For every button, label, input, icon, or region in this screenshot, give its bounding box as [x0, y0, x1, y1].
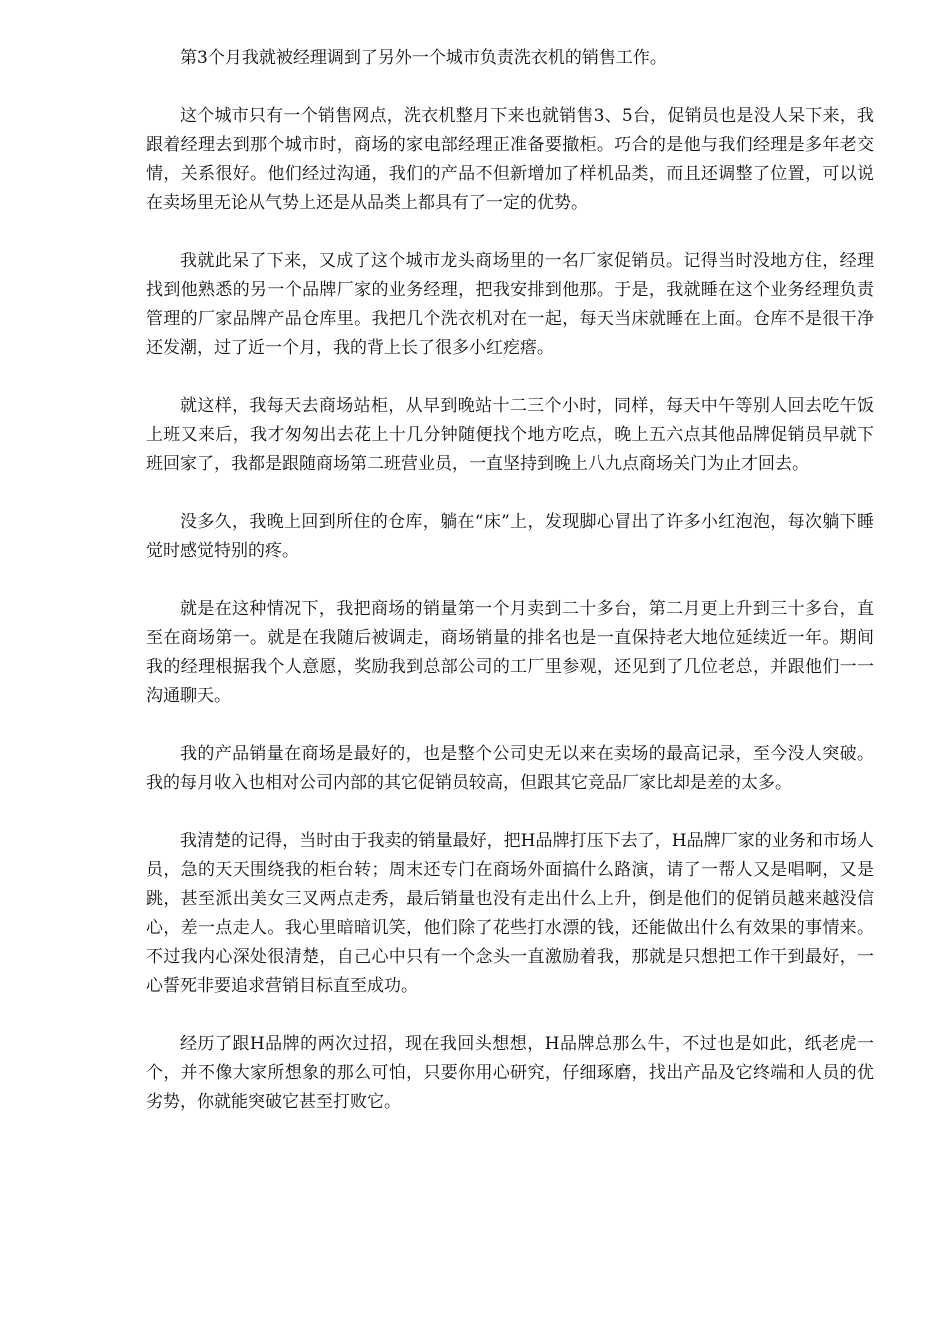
paragraph-9: 经历了跟H品牌的两次过招，现在我回头想想，H品牌总那么牛，不过也是如此，纸老虎一个，并不像大家所想象的那么可怕，只要你用心研究，仔细琢磨，找出产品及它终端和人员的优劣势，你就能突破它甚至打败它。: [146, 1034, 874, 1112]
paragraph-7: 我的产品销量在商场是最好的，也是整个公司史无以来在卖场的最高记录，至今没人突破。我的每月收入也相对公司内部的其它促销员较高，但跟其它竞品厂家比却是差的太多。: [146, 744, 874, 793]
paragraph-6: 就是在这种情况下，我把商场的销量第一个月卖到二十多台，第二月更上升到三十多台，直至在商场第一。就是在我随后被调走，商场销量的排名也是一直保持老大地位延续近一年。期间我的经理根据我个人意愿，奖励我到总部公司的工厂里参观，还见到了几位老总，并跟他们一一沟通聊天。: [146, 599, 874, 706]
paragraph-2: 这个城市只有一个销售网点，洗衣机整月下来也就销售3、5台，促销员也是没人呆下来，我跟着经理去到那个城市时，商场的家电部经理正准备要撤柜。巧合的是他与我们经理是多年老交情，关系很好。他们经过沟通，我们的产品不但新增加了样机品类，而且还调整了位置，可以说在卖场里无论从气势上还是从品类上都具有了一定的优势。: [146, 106, 874, 213]
paragraph-4: 就这样，我每天去商场站柜，从早到晚站十二三个小时，同样，每天中午等别人回去吃午饭上班又来后，我才匆匆出去花上十几分钟随便找个地方吃点，晚上五六点其他品牌促销员早就下班回家了，我都是跟随商场第二班营业员，一直坚持到晚上八九点商场关门为止才回去。: [146, 396, 874, 474]
document-page: [146, 44, 874, 1146]
paragraph-5: 没多久，我晚上回到所住的仓库，躺在“床”上，发现脚心冒出了许多小红泡泡，每次躺下睡觉时感觉特别的疼。: [146, 512, 874, 561]
paragraph-8: 我清楚的记得，当时由于我卖的销量最好，把H品牌打压下去了，H品牌厂家的业务和市场人员，急的天天围绕我的柜台转；周末还专门在商场外面搞什么路演，请了一帮人又是唱啊，又是跳，甚至派出美女三叉两点走秀，最后销量也没有走出什么上升，倒是他们的促销员越来越没信心，差一点走人。我心里暗暗讥笑，他们除了花些打水漂的钱，还能做出什么有效果的事情来。不过我内心深处很清楚，自己心中只有一个念头一直激励着我，那就是只想把工作干到最好，一心誓死非要追求营销目标直至成功。: [146, 831, 874, 996]
paragraph-3: 我就此呆了下来，又成了这个城市龙头商场里的一名厂家促销员。记得当时没地方住，经理找到他熟悉的另一个品牌厂家的业务经理，把我安排到他那。于是，我就睡在这个业务经理负责管理的厂家品牌产品仓库里。我把几个洗衣机对在一起，每天当床就睡在上面。仓库不是很干净还发潮，过了近一个月，我的背上长了很多小红疙瘩。: [146, 251, 874, 358]
paragraph-1: 第3个月我就被经理调到了另外一个城市负责洗衣机的销售工作。: [180, 48, 667, 68]
